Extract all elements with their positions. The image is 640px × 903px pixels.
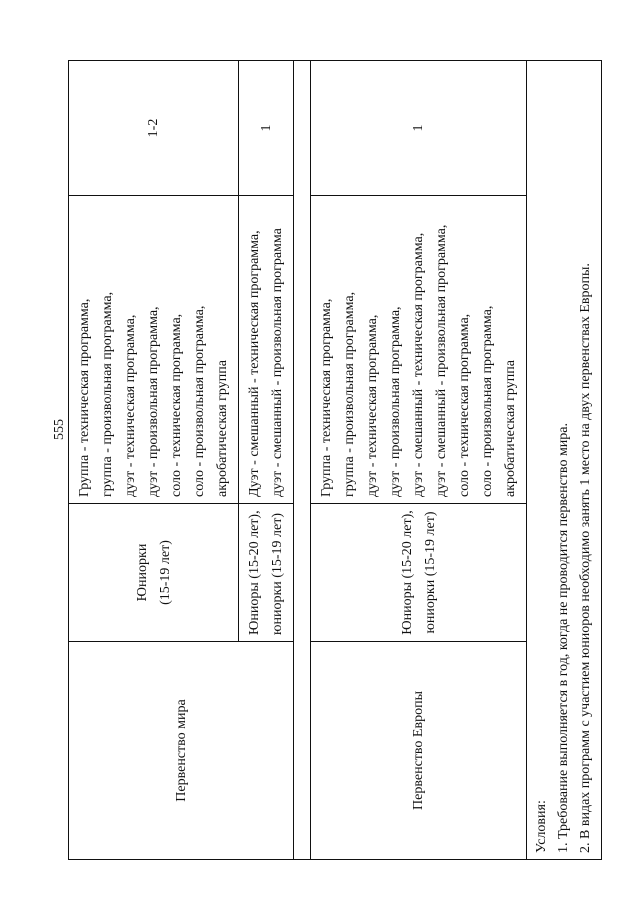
programs-world-a: [69, 196, 239, 504]
program-item: акробатическая группа: [215, 360, 230, 497]
program-item: соло - техническая программа,: [169, 313, 184, 497]
competition-world-championship: Первенство мира: [69, 642, 294, 860]
note-item-1: 1. Требование выполняется в год, когда не проводится первенство мира.: [556, 422, 571, 853]
age-range: (15-19 лет): [157, 540, 173, 605]
age-group-world-a: [69, 504, 239, 642]
program-item: дуэт - произвольная программа,: [146, 306, 161, 497]
program-item: дуэт - техническая программа,: [365, 314, 380, 497]
program-item: дуэт - техническая программа,: [123, 314, 138, 497]
program-item: группа - произвольная программа,: [100, 291, 115, 497]
row-separator: [294, 61, 311, 860]
program-item: соло - техническая программа,: [457, 313, 472, 497]
program-item: дуэт - смешанный - произвольная программа,: [434, 224, 449, 497]
programs-europe: [311, 196, 527, 504]
age-label: Юниорки: [134, 543, 150, 602]
program-item: дуэт - смешанный - произвольная программа: [270, 228, 285, 497]
age-group-world-b: Юниоры (15-20 лет), юниорки (15-19 лет): [239, 504, 294, 642]
programs-world-b: [239, 196, 294, 504]
table-row-notes: [527, 61, 602, 860]
program-item: Дуэт - смешанный - техническая программа,: [247, 230, 262, 497]
program-item: акробатическая группа: [503, 360, 518, 497]
program-item: Группа - техническая программа,: [319, 298, 334, 497]
note-item-2: 2. В видах программ с участием юниоров необходимо занять 1 место на двух первенствах Европы.: [578, 263, 593, 853]
program-item: Группа - техническая программа,: [77, 298, 92, 497]
program-item: соло - произвольная программа,: [480, 305, 495, 497]
ranking-requirements-table: [68, 60, 602, 860]
table-row-europe: [311, 61, 527, 860]
age-group-europe: [311, 504, 527, 642]
age-label: Юниоры (15-20 лет),: [399, 510, 415, 635]
page-number: 555: [52, 419, 67, 440]
competition-europe-championship: Первенство Европы: [311, 642, 527, 860]
table-gap: [294, 61, 311, 860]
place-world-a: 1-2: [69, 61, 239, 196]
program-item: группа - произвольная программа,: [342, 291, 357, 497]
place-europe: 1: [311, 61, 527, 196]
program-item: дуэт - произвольная программа,: [388, 306, 403, 497]
program-item: соло - произвольная программа,: [192, 305, 207, 497]
conditions-notes: [527, 61, 602, 860]
age-label: юниорки (15-19 лет): [422, 511, 438, 634]
notes-heading: Условия:: [534, 800, 549, 853]
rotated-page: [68, 60, 593, 860]
place-world-b: 1: [239, 61, 294, 196]
table-row-world-junior-women: [69, 61, 239, 860]
program-item: дуэт - смешанный - техническая программа,: [411, 232, 426, 497]
